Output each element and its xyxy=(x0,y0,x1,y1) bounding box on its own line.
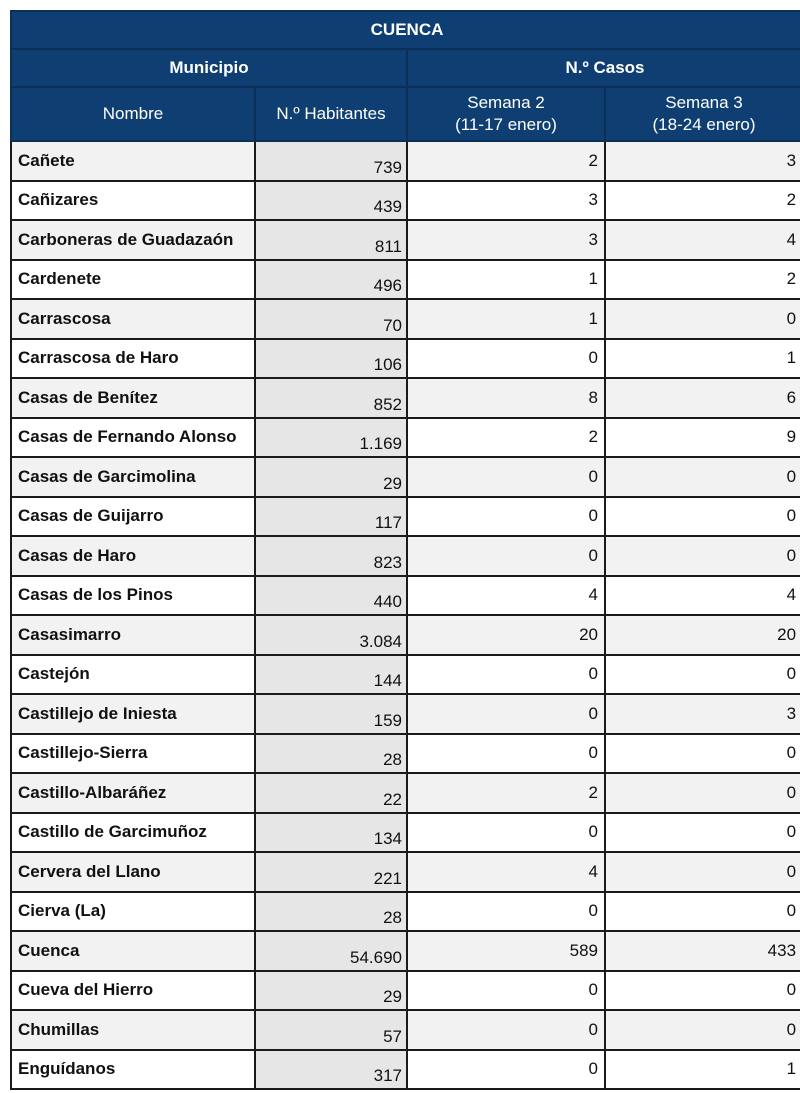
habitantes-cell: 134 xyxy=(255,813,407,853)
municipio-name-cell: Casas de Benítez xyxy=(11,378,255,418)
semana-2-cases-cell: 0 xyxy=(407,892,605,932)
cases-table-container xyxy=(10,10,800,1090)
header-semana-3 xyxy=(605,87,800,141)
semana-3-cases-cell: 1 xyxy=(605,339,800,379)
municipio-name-cell: Casas de los Pinos xyxy=(11,576,255,616)
table-row xyxy=(11,497,800,537)
semana-2-cases-cell: 1 xyxy=(407,260,605,300)
semana-3-cases-cell: 3 xyxy=(605,694,800,734)
habitantes-cell: 440 xyxy=(255,576,407,616)
semana-3-cases-cell: 0 xyxy=(605,299,800,339)
semana-3-cases-cell: 0 xyxy=(605,1010,800,1050)
semana-2-cases-cell: 0 xyxy=(407,339,605,379)
semana-3-cases-cell: 20 xyxy=(605,615,800,655)
semana-3-cases-cell: 0 xyxy=(605,457,800,497)
semana-3-cases-cell: 0 xyxy=(605,852,800,892)
habitantes-cell: 852 xyxy=(255,378,407,418)
table-row xyxy=(11,931,800,971)
municipio-name-cell: Cueva del Hierro xyxy=(11,971,255,1011)
municipio-name-cell: Enguídanos xyxy=(11,1050,255,1090)
habitantes-cell: 28 xyxy=(255,892,407,932)
table-row xyxy=(11,734,800,774)
header-nombre: Nombre xyxy=(11,87,255,141)
semana-2-cases-cell: 3 xyxy=(407,181,605,221)
habitantes-cell: 29 xyxy=(255,971,407,1011)
semana-3-cases-cell: 6 xyxy=(605,378,800,418)
semana-2-cases-cell: 4 xyxy=(407,576,605,616)
semana-2-cases-cell: 0 xyxy=(407,1050,605,1090)
table-row xyxy=(11,260,800,300)
semana-2-cases-cell: 2 xyxy=(407,418,605,458)
municipio-name-cell: Castillejo de Iniesta xyxy=(11,694,255,734)
habitantes-cell: 29 xyxy=(255,457,407,497)
header-casos: N.º Casos xyxy=(407,49,800,87)
habitantes-cell: 70 xyxy=(255,299,407,339)
table-row xyxy=(11,536,800,576)
habitantes-cell: 117 xyxy=(255,497,407,537)
semana-2-cases-cell: 0 xyxy=(407,497,605,537)
semana-2-cases-cell: 0 xyxy=(407,536,605,576)
semana-3-cases-cell: 0 xyxy=(605,536,800,576)
habitantes-cell: 811 xyxy=(255,220,407,260)
municipio-name-cell: Cardenete xyxy=(11,260,255,300)
municipio-name-cell: Carboneras de Guadazaón xyxy=(11,220,255,260)
municipio-name-cell: Cierva (La) xyxy=(11,892,255,932)
municipio-name-cell: Carrascosa xyxy=(11,299,255,339)
table-row xyxy=(11,181,800,221)
semana-3-cases-cell: 1 xyxy=(605,1050,800,1090)
table-row xyxy=(11,852,800,892)
cases-table xyxy=(10,10,800,1090)
semana-2-cases-cell: 0 xyxy=(407,457,605,497)
municipio-name-cell: Castillo-Albaráñez xyxy=(11,773,255,813)
semana-3-cases-cell: 0 xyxy=(605,813,800,853)
semana-2-cases-cell: 0 xyxy=(407,813,605,853)
habitantes-cell: 1.169 xyxy=(255,418,407,458)
habitantes-cell: 144 xyxy=(255,655,407,695)
habitantes-cell: 317 xyxy=(255,1050,407,1090)
header-semana-2-dates: (11-17 enero) xyxy=(455,115,557,134)
municipio-name-cell: Castejón xyxy=(11,655,255,695)
semana-3-cases-cell: 0 xyxy=(605,497,800,537)
semana-3-cases-cell: 3 xyxy=(605,141,800,181)
table-title: CUENCA xyxy=(11,11,800,49)
semana-2-cases-cell: 8 xyxy=(407,378,605,418)
semana-2-cases-cell: 2 xyxy=(407,141,605,181)
municipio-name-cell: Cañete xyxy=(11,141,255,181)
header-municipio: Municipio xyxy=(11,49,407,87)
municipio-name-cell: Castillo de Garcimuñoz xyxy=(11,813,255,853)
habitantes-cell: 221 xyxy=(255,852,407,892)
municipio-name-cell: Carrascosa de Haro xyxy=(11,339,255,379)
semana-2-cases-cell: 0 xyxy=(407,655,605,695)
municipio-name-cell: Cuenca xyxy=(11,931,255,971)
semana-3-cases-cell: 433 xyxy=(605,931,800,971)
table-row xyxy=(11,418,800,458)
semana-2-cases-cell: 0 xyxy=(407,734,605,774)
semana-3-cases-cell: 0 xyxy=(605,892,800,932)
semana-3-cases-cell: 2 xyxy=(605,260,800,300)
habitantes-cell: 439 xyxy=(255,181,407,221)
table-row xyxy=(11,576,800,616)
municipio-name-cell: Cervera del Llano xyxy=(11,852,255,892)
semana-2-cases-cell: 2 xyxy=(407,773,605,813)
semana-3-cases-cell: 0 xyxy=(605,971,800,1011)
table-row xyxy=(11,1050,800,1090)
header-habitantes: N.º Habitantes xyxy=(255,87,407,141)
semana-3-cases-cell: 0 xyxy=(605,655,800,695)
habitantes-cell: 22 xyxy=(255,773,407,813)
table-row xyxy=(11,971,800,1011)
habitantes-cell: 57 xyxy=(255,1010,407,1050)
semana-3-cases-cell: 9 xyxy=(605,418,800,458)
municipio-name-cell: Casas de Garcimolina xyxy=(11,457,255,497)
habitantes-cell: 496 xyxy=(255,260,407,300)
habitantes-cell: 54.690 xyxy=(255,931,407,971)
semana-3-cases-cell: 4 xyxy=(605,576,800,616)
semana-3-cases-cell: 2 xyxy=(605,181,800,221)
table-row xyxy=(11,892,800,932)
table-row xyxy=(11,813,800,853)
table-body xyxy=(11,141,800,1089)
table-row xyxy=(11,1010,800,1050)
table-row xyxy=(11,141,800,181)
semana-3-cases-cell: 4 xyxy=(605,220,800,260)
table-row xyxy=(11,615,800,655)
semana-2-cases-cell: 0 xyxy=(407,1010,605,1050)
habitantes-cell: 28 xyxy=(255,734,407,774)
habitantes-cell: 823 xyxy=(255,536,407,576)
header-semana-3-label: Semana 3 xyxy=(665,93,743,112)
table-row xyxy=(11,220,800,260)
header-semana-2 xyxy=(407,87,605,141)
table-row xyxy=(11,339,800,379)
table-row xyxy=(11,694,800,734)
municipio-name-cell: Casasimarro xyxy=(11,615,255,655)
municipio-name-cell: Cañizares xyxy=(11,181,255,221)
semana-3-cases-cell: 0 xyxy=(605,734,800,774)
header-semana-3-dates: (18-24 enero) xyxy=(652,115,756,134)
semana-2-cases-cell: 20 xyxy=(407,615,605,655)
municipio-name-cell: Casas de Guijarro xyxy=(11,497,255,537)
table-row xyxy=(11,457,800,497)
semana-2-cases-cell: 4 xyxy=(407,852,605,892)
municipio-name-cell: Casas de Fernando Alonso xyxy=(11,418,255,458)
semana-2-cases-cell: 589 xyxy=(407,931,605,971)
header-semana-2-label: Semana 2 xyxy=(467,93,545,112)
habitantes-cell: 3.084 xyxy=(255,615,407,655)
municipio-name-cell: Casas de Haro xyxy=(11,536,255,576)
table-row xyxy=(11,378,800,418)
habitantes-cell: 739 xyxy=(255,141,407,181)
habitantes-cell: 159 xyxy=(255,694,407,734)
table-row xyxy=(11,773,800,813)
semana-2-cases-cell: 0 xyxy=(407,694,605,734)
municipio-name-cell: Chumillas xyxy=(11,1010,255,1050)
table-row xyxy=(11,299,800,339)
semana-2-cases-cell: 3 xyxy=(407,220,605,260)
table-row xyxy=(11,655,800,695)
habitantes-cell: 106 xyxy=(255,339,407,379)
municipio-name-cell: Castillejo-Sierra xyxy=(11,734,255,774)
semana-2-cases-cell: 0 xyxy=(407,971,605,1011)
semana-2-cases-cell: 1 xyxy=(407,299,605,339)
semana-3-cases-cell: 0 xyxy=(605,773,800,813)
